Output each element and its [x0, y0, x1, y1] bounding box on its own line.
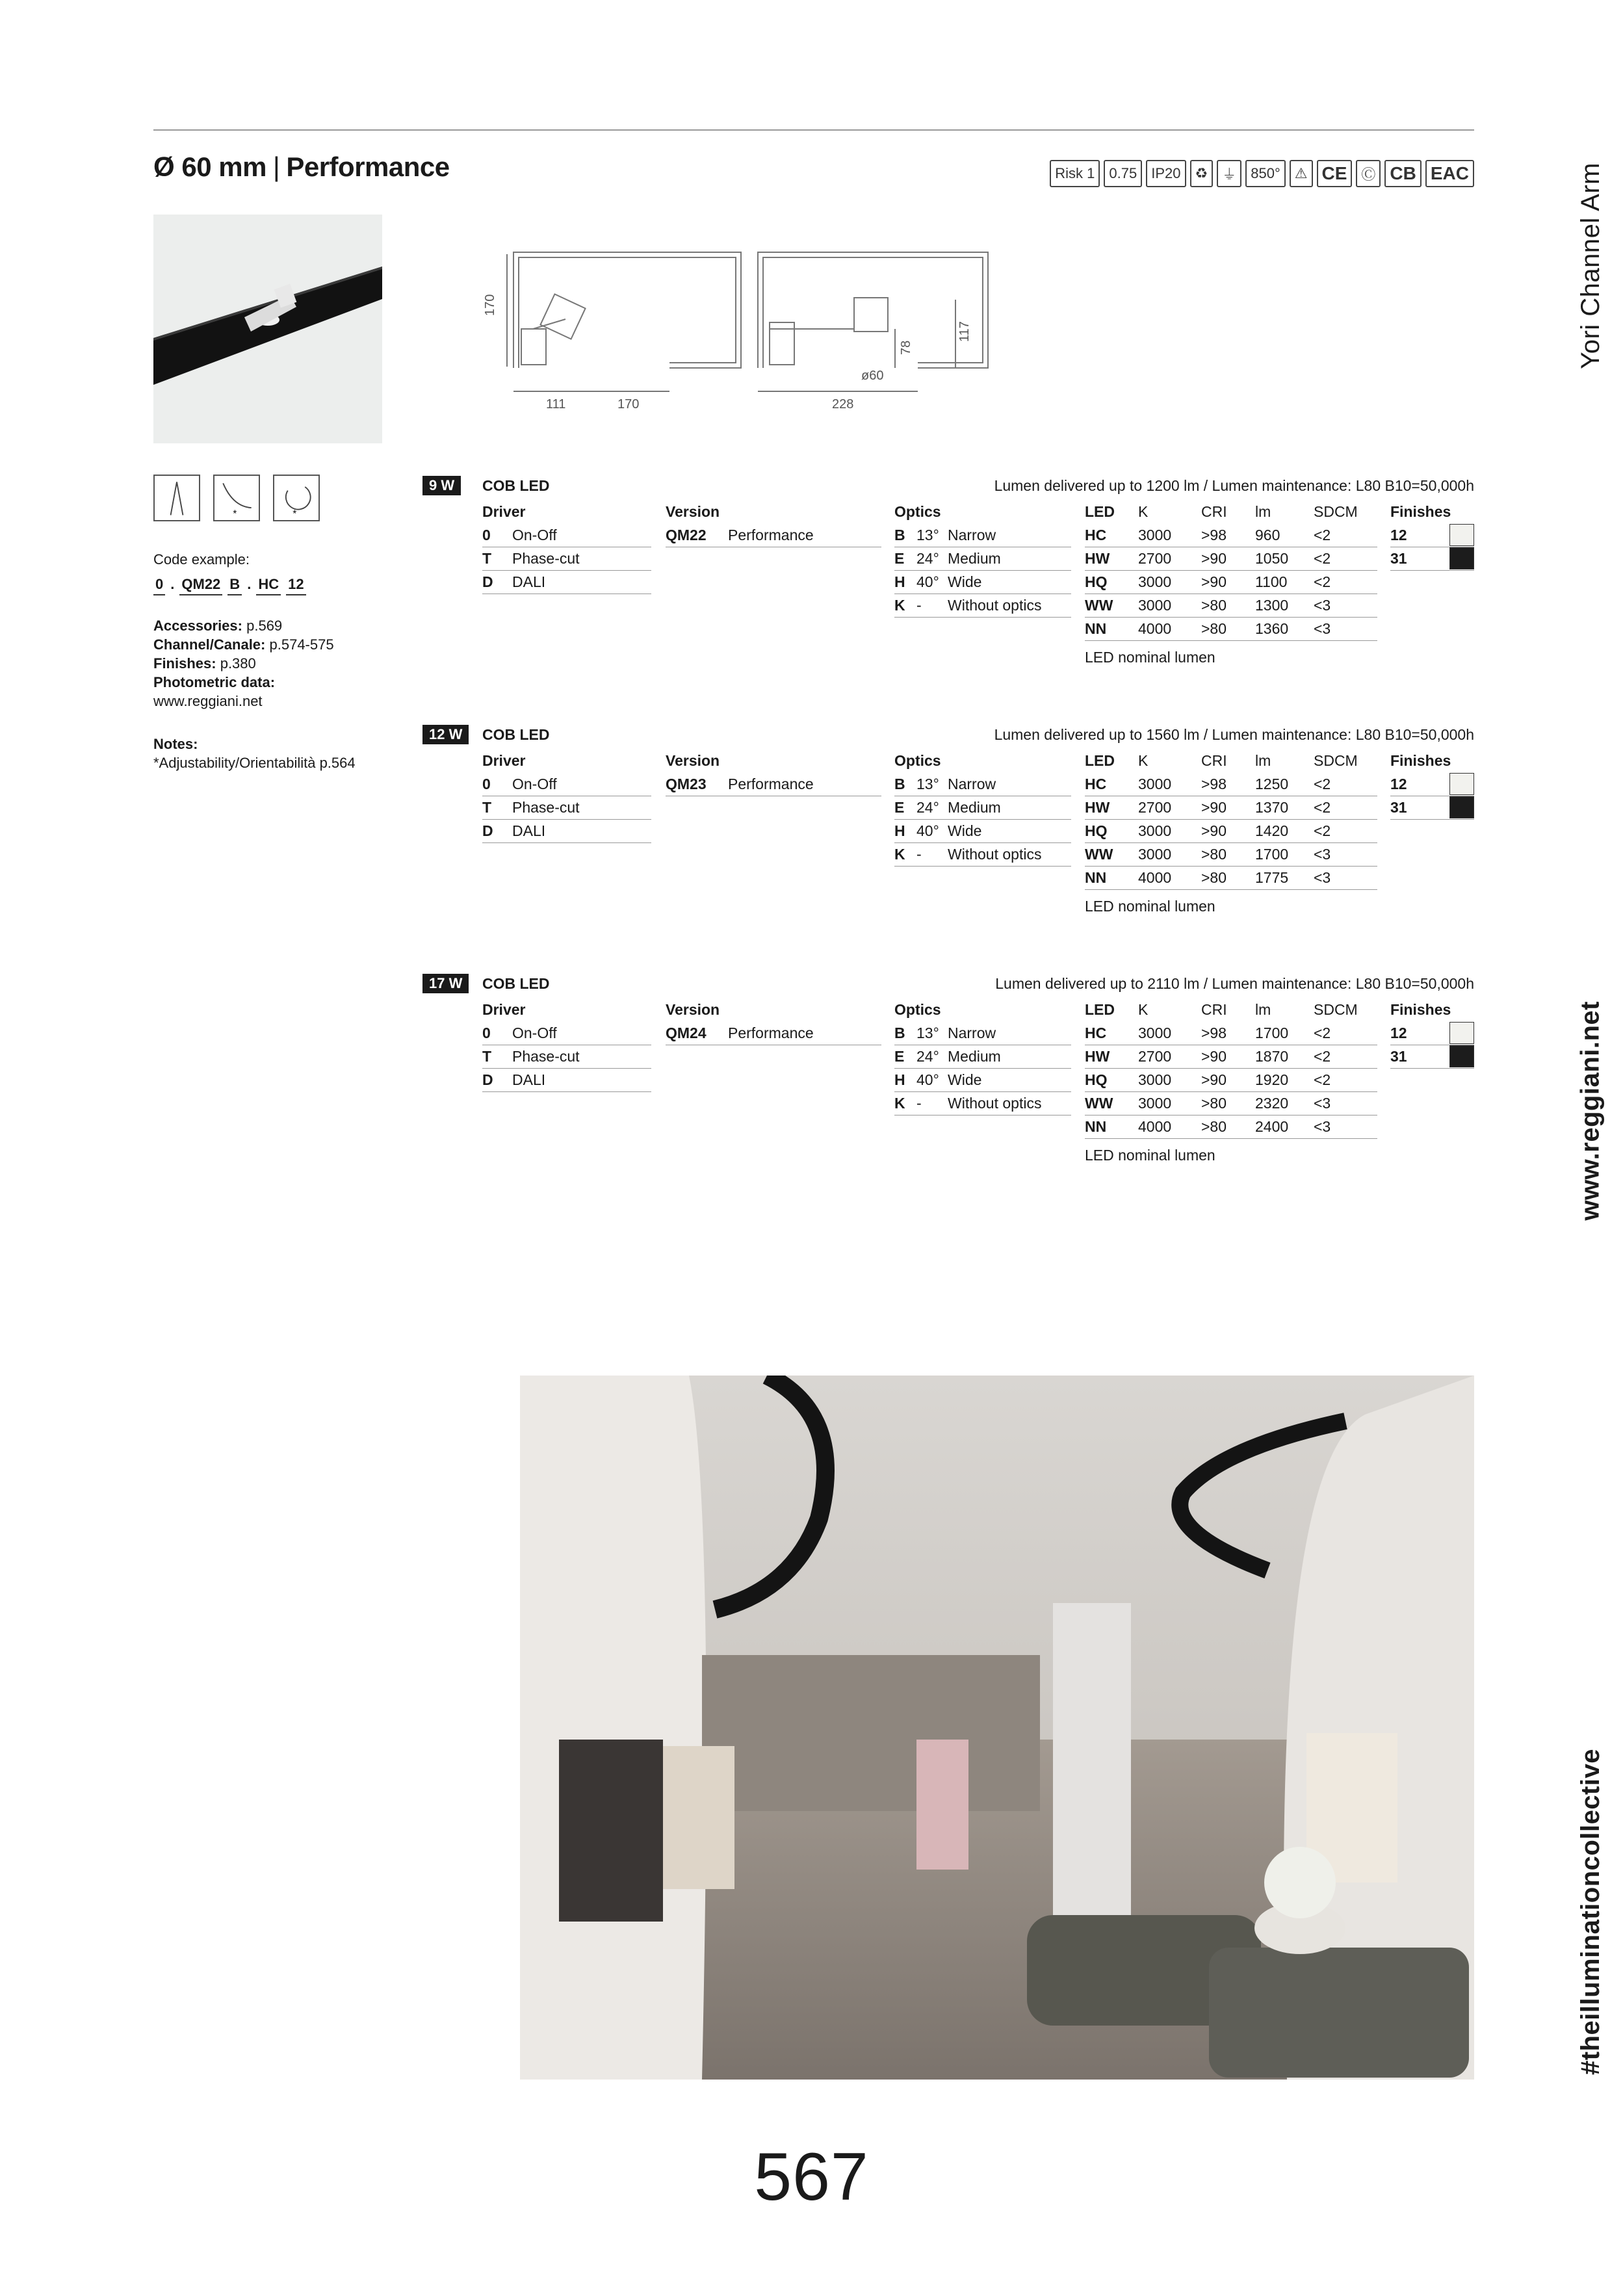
finish-code: 12 [1390, 776, 1407, 792]
version-name: Performance [728, 776, 814, 792]
column-header-lm: lm [1255, 752, 1271, 769]
column-header-sdcm: SDCM [1314, 503, 1358, 520]
column-header-k: K [1138, 1001, 1149, 1018]
optics-row [894, 773, 1071, 796]
led-row [1085, 547, 1377, 571]
optics-name: Narrow [948, 1024, 996, 1041]
led-kelvin: 2700 [1138, 550, 1172, 567]
code-dot-1: . [170, 576, 175, 592]
references [153, 616, 334, 711]
optics-code: H [894, 1071, 905, 1088]
led-cri: >80 [1201, 846, 1227, 863]
led-cri: >98 [1201, 527, 1227, 543]
driver-name: On-Off [512, 1024, 557, 1041]
driver-code: D [482, 822, 493, 839]
led-code: HC [1085, 776, 1107, 792]
driver-code: T [482, 1048, 492, 1065]
optics-row [894, 594, 1071, 618]
led-code: HQ [1085, 1071, 1108, 1088]
optics-angle: 40° [916, 822, 939, 839]
version-code: QM22 [666, 527, 707, 543]
led-kelvin: 3000 [1138, 776, 1172, 792]
optics-code: E [894, 550, 905, 567]
notes-value: *Adjustability/Orientabilità p.564 [153, 755, 356, 771]
driver-name: On-Off [512, 776, 557, 792]
led-code: HW [1085, 550, 1110, 567]
distance-badge: 0.75 [1104, 160, 1142, 187]
dim-228: 228 [832, 397, 854, 411]
led-row [1085, 571, 1377, 594]
optics-name: Wide [948, 573, 982, 590]
version-row [666, 524, 881, 547]
led-row [1085, 618, 1377, 641]
driver-name: Phase-cut [512, 799, 580, 816]
ce-mark-icon: CE [1317, 160, 1353, 187]
optics-name: Without optics [948, 597, 1042, 614]
driver-row [482, 820, 651, 843]
column-header-finishes: Finishes [1390, 752, 1451, 769]
optics-angle: 13° [916, 527, 939, 543]
led-kelvin: 3000 [1138, 573, 1172, 590]
driver-code: D [482, 1071, 493, 1088]
led-cri: >90 [1201, 550, 1227, 567]
led-kelvin: 2700 [1138, 799, 1172, 816]
finish-code: 12 [1390, 1024, 1407, 1041]
finish-code: 31 [1390, 1048, 1407, 1065]
eac-mark-icon: EAC [1425, 160, 1474, 187]
led-lumen: 1100 [1255, 573, 1288, 590]
ip-rating-badge: IP20 [1146, 160, 1186, 187]
optics-code: H [894, 822, 905, 839]
led-code: HW [1085, 1048, 1110, 1065]
finish-swatch-12 [1449, 773, 1474, 795]
column-header-driver: Driver [482, 1001, 526, 1018]
optics-name: Without optics [948, 1095, 1042, 1112]
column-header-optics: Optics [894, 503, 941, 520]
led-kelvin: 4000 [1138, 869, 1172, 886]
driver-code: 0 [482, 527, 491, 543]
led-lumen: 1700 [1255, 1024, 1289, 1041]
glow-wire-badge: 850° [1245, 160, 1286, 187]
optics-code: E [894, 799, 905, 816]
optics-row [894, 1069, 1071, 1092]
optics-code: K [894, 1095, 905, 1112]
driver-name: On-Off [512, 527, 557, 543]
column-header-k: K [1138, 752, 1149, 769]
beam-icons [153, 475, 320, 521]
led-cri: >98 [1201, 776, 1227, 792]
led-row [1085, 820, 1377, 843]
led-row [1085, 843, 1377, 867]
column-header-version: Version [666, 752, 720, 769]
column-header-optics: Optics [894, 1001, 941, 1018]
top-rule [153, 129, 1474, 131]
finish-swatch-31 [1449, 547, 1474, 569]
spec-block [422, 476, 1474, 697]
accessories-value: p.569 [246, 618, 283, 634]
led-lumen: 1360 [1255, 620, 1289, 637]
no-insulation-icon: ⚠ [1290, 160, 1313, 187]
led-row [1085, 1045, 1377, 1069]
led-code: WW [1085, 1095, 1113, 1112]
optics-row [894, 547, 1071, 571]
column-header-k: K [1138, 503, 1149, 520]
title-subtitle: Performance [286, 151, 450, 182]
certification-marks [1050, 160, 1474, 187]
accessories-label: Accessories: [153, 618, 242, 634]
channel-value: p.574-575 [269, 636, 334, 653]
column-header-version: Version [666, 503, 720, 520]
led-lumen: 1920 [1255, 1071, 1289, 1088]
driver-name: Phase-cut [512, 550, 580, 567]
driver-name: DALI [512, 573, 546, 590]
led-kelvin: 2700 [1138, 1048, 1172, 1065]
website-tab: www.reggiani.net [1576, 1001, 1605, 1221]
led-lumen: 2320 [1255, 1095, 1289, 1112]
photometric-value: www.reggiani.net [153, 693, 263, 709]
lumen-info: Lumen delivered up to 1560 lm / Lumen maintenance: L80 B10=50,000h [994, 726, 1474, 743]
block-header [422, 974, 1474, 993]
led-cri: >80 [1201, 597, 1227, 614]
spec-block [422, 974, 1474, 1195]
led-note: LED nominal lumen [1085, 649, 1215, 666]
optics-code: K [894, 597, 905, 614]
version-row [666, 773, 881, 796]
code-part-finish: 12 [286, 576, 305, 595]
svg-text:*: * [233, 508, 237, 519]
driver-name: Phase-cut [512, 1048, 580, 1065]
led-cri: >90 [1201, 822, 1227, 839]
driver-row [482, 796, 651, 820]
led-sdcm: <2 [1314, 822, 1331, 839]
optics-angle: 24° [916, 550, 939, 567]
column-header-finishes: Finishes [1390, 1001, 1451, 1018]
driver-row [482, 1022, 651, 1045]
column-header-led: LED [1085, 1001, 1115, 1018]
led-cri: >90 [1201, 799, 1227, 816]
driver-row [482, 524, 651, 547]
led-kelvin: 3000 [1138, 822, 1172, 839]
led-code: NN [1085, 869, 1107, 886]
driver-code: D [482, 573, 493, 590]
led-cri: >90 [1201, 1071, 1227, 1088]
led-kelvin: 3000 [1138, 1024, 1172, 1041]
version-name: Performance [728, 1024, 814, 1041]
led-row [1085, 796, 1377, 820]
finish-swatch-31 [1449, 1045, 1474, 1067]
driver-name: DALI [512, 822, 546, 839]
code-part-driver: 0 [153, 576, 165, 595]
rotation-icon [273, 475, 320, 521]
optics-code: B [894, 776, 905, 792]
optics-code: K [894, 846, 905, 863]
driver-code: 0 [482, 1024, 491, 1041]
led-kelvin: 3000 [1138, 597, 1172, 614]
led-sdcm: <3 [1314, 1118, 1331, 1135]
led-sdcm: <3 [1314, 869, 1331, 886]
led-code: WW [1085, 846, 1113, 863]
led-sdcm: <2 [1314, 799, 1331, 816]
optics-name: Medium [948, 550, 1001, 567]
led-cri: >80 [1201, 1095, 1227, 1112]
optics-name: Medium [948, 799, 1001, 816]
led-sdcm: <2 [1314, 527, 1331, 543]
driver-row [482, 1045, 651, 1069]
column-header-cri: CRI [1201, 503, 1227, 520]
light-source-label: COB LED [482, 726, 550, 743]
led-lumen: 1420 [1255, 822, 1289, 839]
driver-row [482, 571, 651, 594]
driver-row [482, 1069, 651, 1092]
finishes-label: Finishes: [153, 655, 216, 672]
finish-code: 12 [1390, 527, 1407, 543]
optics-row [894, 843, 1071, 867]
led-row [1085, 773, 1377, 796]
led-kelvin: 4000 [1138, 620, 1172, 637]
dim-diameter: ø60 [861, 369, 884, 383]
page-number: 567 [754, 2139, 869, 2215]
finish-code: 31 [1390, 799, 1407, 816]
optics-name: Narrow [948, 776, 996, 792]
version-name: Performance [728, 527, 814, 543]
led-row [1085, 867, 1377, 890]
driver-code: T [482, 550, 492, 567]
led-code: HW [1085, 799, 1110, 816]
column-header-led: LED [1085, 752, 1115, 769]
led-sdcm: <2 [1314, 1071, 1331, 1088]
led-sdcm: <2 [1314, 1048, 1331, 1065]
led-sdcm: <2 [1314, 1024, 1331, 1041]
led-lumen: 2400 [1255, 1118, 1289, 1135]
led-sdcm: <3 [1314, 846, 1331, 863]
led-row [1085, 1115, 1377, 1139]
finishes-value: p.380 [220, 655, 256, 672]
led-note: LED nominal lumen [1085, 898, 1215, 915]
block-header [422, 476, 1474, 495]
led-sdcm: <3 [1314, 620, 1331, 637]
svg-text:*: * [292, 508, 297, 519]
led-code: HQ [1085, 573, 1108, 590]
block-header [422, 725, 1474, 744]
photometric-label: Photometric data: [153, 674, 276, 690]
driver-code: T [482, 799, 492, 816]
column-header-sdcm: SDCM [1314, 1001, 1358, 1018]
version-code: QM23 [666, 776, 707, 792]
ccc-mark-icon: Ⓒ [1356, 160, 1381, 187]
driver-code: 0 [482, 776, 491, 792]
code-example-parts [153, 576, 306, 595]
column-header-driver: Driver [482, 752, 526, 769]
spec-block [422, 725, 1474, 946]
led-lumen: 1300 [1255, 597, 1289, 614]
column-header-cri: CRI [1201, 1001, 1227, 1018]
wattage-badge: 9 W [422, 476, 461, 495]
led-kelvin: 3000 [1138, 1095, 1172, 1112]
led-row [1085, 1069, 1377, 1092]
optics-row [894, 571, 1071, 594]
store-interior-photo [520, 1376, 1474, 2080]
optics-angle: 13° [916, 1024, 939, 1041]
code-part-optics: B [227, 576, 242, 595]
led-sdcm: <2 [1314, 550, 1331, 567]
optics-angle: 24° [916, 1048, 939, 1065]
dim-117: 117 [957, 321, 972, 342]
led-kelvin: 3000 [1138, 527, 1172, 543]
column-header-led: LED [1085, 503, 1115, 520]
optics-angle: - [916, 846, 922, 863]
technical-drawing [481, 238, 1007, 413]
led-note: LED nominal lumen [1085, 1147, 1215, 1164]
led-sdcm: <3 [1314, 597, 1331, 614]
recycle-icon: ♻ [1190, 160, 1214, 187]
led-kelvin: 4000 [1138, 1118, 1172, 1135]
code-part-version: QM22 [179, 576, 222, 595]
led-sdcm: <2 [1314, 573, 1331, 590]
optics-name: Wide [948, 1071, 982, 1088]
column-header-lm: lm [1255, 503, 1271, 520]
optics-name: Wide [948, 822, 982, 839]
led-cri: >90 [1201, 1048, 1227, 1065]
led-cri: >90 [1201, 573, 1227, 590]
optics-row [894, 1092, 1071, 1115]
product-photo [153, 215, 382, 443]
optics-row [894, 524, 1071, 547]
optics-code: H [894, 573, 905, 590]
risk-group-badge: Risk 1 [1050, 160, 1100, 187]
led-lumen: 1370 [1255, 799, 1289, 816]
version-row [666, 1022, 881, 1045]
led-sdcm: <2 [1314, 776, 1331, 792]
led-code: HQ [1085, 822, 1108, 839]
led-row [1085, 1022, 1377, 1045]
led-row [1085, 594, 1377, 618]
optics-code: B [894, 1024, 905, 1041]
led-lumen: 1250 [1255, 776, 1289, 792]
light-source-label: COB LED [482, 477, 550, 494]
led-row [1085, 1092, 1377, 1115]
optics-name: Narrow [948, 527, 996, 543]
title-separator: | [272, 151, 280, 182]
beam-angle-icon [153, 475, 200, 521]
version-code: QM24 [666, 1024, 707, 1041]
optics-name: Medium [948, 1048, 1001, 1065]
led-cri: >80 [1201, 1118, 1227, 1135]
finish-swatch-31 [1449, 796, 1474, 818]
led-kelvin: 3000 [1138, 1071, 1172, 1088]
optics-angle: 13° [916, 776, 939, 792]
dim-111: 111 [546, 397, 566, 411]
ground-class-icon: ⏚ [1217, 160, 1241, 187]
optics-name: Without optics [948, 846, 1042, 863]
optics-angle: 24° [916, 799, 939, 816]
led-code: WW [1085, 597, 1113, 614]
led-lumen: 1700 [1255, 846, 1289, 863]
page-title [153, 151, 450, 183]
column-header-version: Version [666, 1001, 720, 1018]
led-lumen: 1775 [1255, 869, 1289, 886]
led-sdcm: <3 [1314, 1095, 1331, 1112]
optics-angle: - [916, 597, 922, 614]
dim-height-left: 170 [483, 294, 497, 316]
code-example [153, 551, 306, 595]
column-header-optics: Optics [894, 752, 941, 769]
cb-mark-icon: CB [1384, 160, 1421, 187]
column-header-cri: CRI [1201, 752, 1227, 769]
dim-170-bottom: 170 [617, 397, 640, 411]
optics-code: B [894, 527, 905, 543]
led-lumen: 1050 [1255, 550, 1289, 567]
led-cri: >80 [1201, 620, 1227, 637]
optics-angle: - [916, 1095, 922, 1112]
driver-row [482, 547, 651, 571]
wattage-badge: 12 W [422, 725, 469, 744]
light-source-label: COB LED [482, 975, 550, 992]
notes [153, 735, 368, 772]
column-header-finishes: Finishes [1390, 503, 1451, 520]
led-lumen: 1870 [1255, 1048, 1289, 1065]
optics-angle: 40° [916, 573, 939, 590]
code-part-led: HC [256, 576, 281, 595]
channel-label: Channel/Canale: [153, 636, 266, 653]
optics-row [894, 796, 1071, 820]
driver-name: DALI [512, 1071, 546, 1088]
column-header-driver: Driver [482, 503, 526, 520]
column-header-lm: lm [1255, 1001, 1271, 1018]
code-example-label: Code example: [153, 551, 250, 567]
led-code: HC [1085, 527, 1107, 543]
led-code: HC [1085, 1024, 1107, 1041]
finish-code: 31 [1390, 550, 1407, 567]
optics-row [894, 820, 1071, 843]
dim-78: 78 [899, 340, 913, 355]
led-cri: >98 [1201, 1024, 1227, 1041]
tilt-icon [213, 475, 260, 521]
led-kelvin: 3000 [1138, 846, 1172, 863]
optics-code: E [894, 1048, 905, 1065]
optics-row [894, 1045, 1071, 1069]
product-family-tab: Yori Channel Arm [1576, 163, 1605, 369]
led-code: NN [1085, 620, 1107, 637]
led-row [1085, 524, 1377, 547]
driver-row [482, 773, 651, 796]
optics-row [894, 1022, 1071, 1045]
optics-angle: 40° [916, 1071, 939, 1088]
lumen-info: Lumen delivered up to 1200 lm / Lumen maintenance: L80 B10=50,000h [994, 477, 1474, 494]
led-lumen: 960 [1255, 527, 1280, 543]
led-cri: >80 [1201, 869, 1227, 886]
finish-swatch-12 [1449, 1022, 1474, 1044]
wattage-badge: 17 W [422, 974, 469, 993]
finish-swatch-12 [1449, 524, 1474, 546]
code-dot-2: . [247, 576, 252, 592]
lumen-info: Lumen delivered up to 2110 lm / Lumen maintenance: L80 B10=50,000h [995, 975, 1474, 992]
column-header-sdcm: SDCM [1314, 752, 1358, 769]
notes-label: Notes: [153, 736, 198, 752]
led-code: NN [1085, 1118, 1107, 1135]
hashtag-tab: #theilluminationcollective [1576, 1749, 1605, 2076]
title-diameter: Ø 60 mm [153, 151, 266, 182]
